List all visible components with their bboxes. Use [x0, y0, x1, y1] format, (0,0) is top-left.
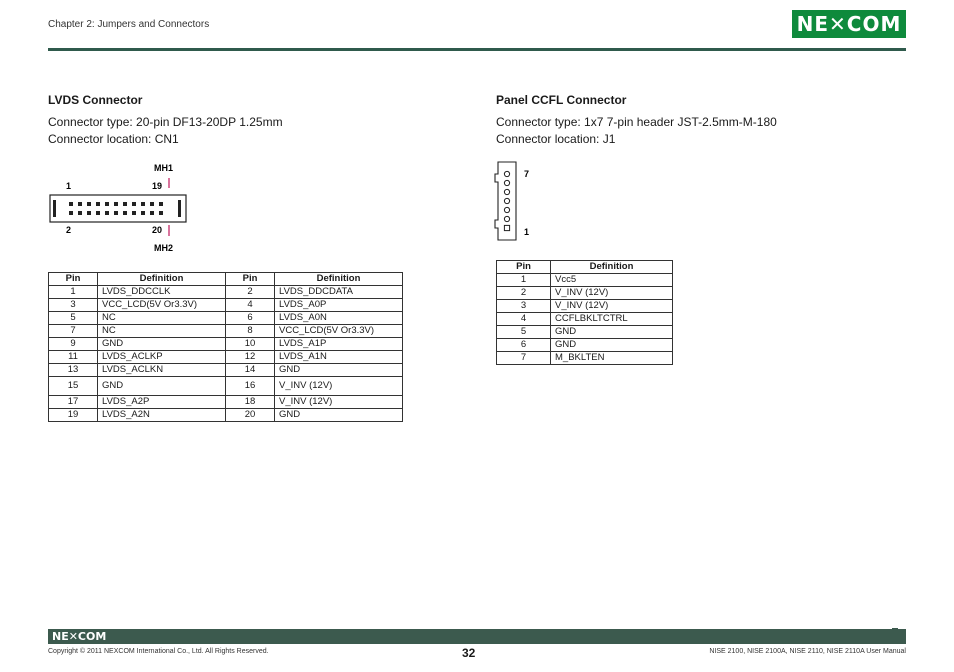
col-header: Definition — [98, 273, 226, 286]
table-row: 3 VCC_LCD(5V Or3.3V) 4 LVDS_A0P — [49, 299, 403, 312]
table-row: 15 GND 16 V_INV (12V) — [49, 377, 403, 396]
chapter-title: Chapter 2: Jumpers and Connectors — [48, 19, 210, 30]
connector-left-latch — [53, 200, 56, 217]
table-row: 11 LVDS_ACLKP 12 LVDS_A1N — [49, 351, 403, 364]
table-row: 3 V_INV (12V) — [497, 300, 673, 313]
table-row: 1 LVDS_DDCCLK 2 LVDS_DDCDATA — [49, 286, 403, 299]
col-header: Pin — [49, 273, 98, 286]
lvds-connector-type: Connector type: 20-pin DF13-20DP 1.25mm — [48, 115, 283, 129]
pin-grid — [69, 202, 163, 215]
ccfl-title: Panel CCFL Connector — [496, 93, 627, 107]
lvds-pin-table — [48, 272, 403, 422]
pin7-label: 7 — [524, 169, 530, 179]
table-row: 1 Vcc5 — [497, 274, 673, 287]
pin2-label: 2 — [66, 225, 72, 235]
mh1-label: MH1 — [154, 163, 174, 173]
lvds-connector-location: Connector location: CN1 — [48, 132, 179, 146]
table-row: 13 LVDS_ACLKN 14 GND — [49, 364, 403, 377]
table-row: 2 V_INV (12V) — [497, 287, 673, 300]
table-row: 17 LVDS_A2P 18 V_INV (12V) — [49, 396, 403, 409]
footer-corner-square — [900, 637, 906, 643]
pin1-label: 1 — [66, 181, 72, 191]
footer-bar — [48, 629, 906, 644]
header-body — [495, 162, 516, 240]
table-row: 4 CCFLBKLTCTRL — [497, 313, 673, 326]
connector-body — [50, 195, 186, 222]
ccfl-connector-diagram — [494, 160, 544, 245]
col-header: Pin — [497, 261, 551, 274]
lvds-title: LVDS Connector — [48, 93, 143, 107]
ccfl-connector-type: Connector type: 1x7 7-pin header JST-2.5mm-M-180 — [496, 115, 777, 129]
table-row: 6 GND — [497, 339, 673, 352]
header-divider — [48, 48, 906, 51]
pin20-label: 20 — [152, 225, 163, 235]
footer-corner-square — [892, 637, 898, 643]
table-row: 7 M_BKLTEN — [497, 352, 673, 365]
table-row: 5 GND — [497, 326, 673, 339]
col-header: Definition — [275, 273, 403, 286]
copyright: Copyright © 2011 NEXCOM International Co., Ltd. All Rights Reserved. — [48, 648, 269, 655]
pin19-label: 19 — [152, 181, 163, 191]
table-row: 7 NC 8 VCC_LCD(5V Or3.3V) — [49, 325, 403, 338]
lvds-connector-diagram — [48, 160, 198, 255]
manual-title: NISE 2100, NISE 2100A, NISE 2110, NISE 2110A User Manual — [709, 648, 906, 655]
footer-corner-square — [892, 628, 898, 634]
table-row: 9 GND 10 LVDS_A1P — [49, 338, 403, 351]
connector-right-latch — [178, 200, 181, 217]
pin1-label: 1 — [524, 227, 530, 237]
table-row: 5 NC 6 LVDS_A0N — [49, 312, 403, 325]
table-row: 19 LVDS_A2N 20 GND — [49, 409, 403, 422]
ccfl-pin-table — [496, 260, 673, 365]
header-pins — [504, 171, 509, 230]
col-header: Definition — [551, 261, 673, 274]
col-header: Pin — [226, 273, 275, 286]
nexcom-logo: NE✕COM — [792, 10, 906, 38]
ccfl-connector-location: Connector location: J1 — [496, 132, 616, 146]
page-number: 32 — [462, 646, 476, 660]
mh2-label: MH2 — [154, 243, 174, 253]
footer-logo: NE✕COM — [52, 630, 107, 643]
